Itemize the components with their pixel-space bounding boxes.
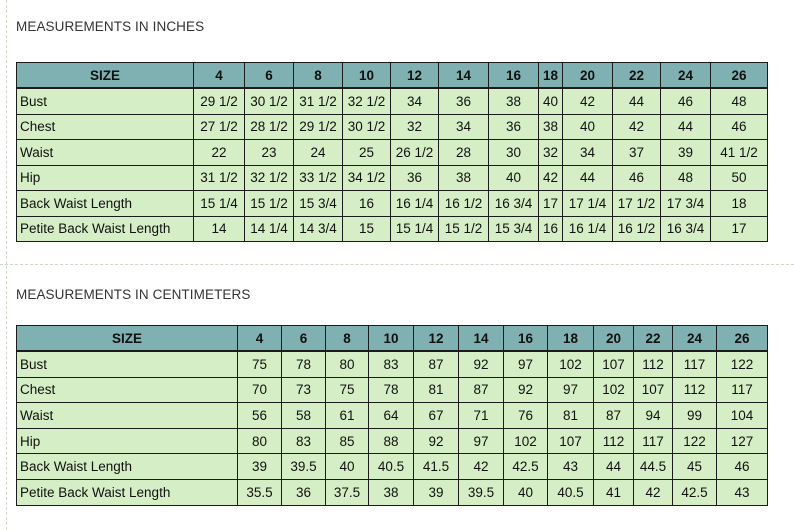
table-row (17, 216, 768, 242)
table-header-row (17, 326, 768, 352)
table-cell: 16 1/2 (613, 216, 661, 242)
table-cell: 92 (414, 428, 459, 454)
table-cell: 33 1/2 (294, 165, 343, 191)
table-cell: 97 (459, 428, 504, 454)
table-cell: 46 (711, 114, 768, 140)
size-6-header: 6 (245, 63, 294, 89)
table-cell: 107 (548, 428, 594, 454)
table-cell: 44 (613, 88, 661, 114)
table-cell: 34 (563, 140, 613, 166)
table-cell: 42 (539, 165, 563, 191)
table-cell: 80 (326, 351, 369, 377)
table-cell: 15 1/2 (245, 191, 294, 217)
size-26-header: 26 (717, 326, 768, 352)
table-cell: 41 1/2 (711, 140, 768, 166)
table-cell: 29 1/2 (294, 114, 343, 140)
table-cell: 117 (717, 377, 768, 403)
size-header: SIZE (17, 326, 238, 352)
size-12-header: 12 (391, 63, 439, 89)
table-cell: 15 1/4 (391, 216, 439, 242)
table-cell: 41 (594, 479, 634, 505)
table-cell: 102 (548, 351, 594, 377)
table-cell: 75 (238, 351, 282, 377)
size-22-header: 22 (634, 326, 673, 352)
table-cell: 40 (326, 454, 369, 480)
table-cell: 85 (326, 428, 369, 454)
table-cell: 104 (717, 403, 768, 429)
table-cell: 44 (594, 454, 634, 480)
centimeters-section-title: MEASUREMENTS IN CENTIMETERS (16, 287, 251, 302)
table-cell: 17 (711, 216, 768, 242)
table-cell: 40 (539, 88, 563, 114)
table-cell: 102 (504, 428, 548, 454)
size-8-header: 8 (294, 63, 343, 89)
table-cell: 92 (504, 377, 548, 403)
size-10-header: 10 (343, 63, 391, 89)
table-cell: 42.5 (504, 454, 548, 480)
table-cell: 127 (717, 428, 768, 454)
size-20-header: 20 (594, 326, 634, 352)
table-cell: 23 (245, 140, 294, 166)
table-cell: 29 1/2 (194, 88, 245, 114)
table-cell: 37.5 (326, 479, 369, 505)
table-cell: 78 (369, 377, 414, 403)
table-cell: 50 (711, 165, 768, 191)
table-cell: 122 (673, 428, 717, 454)
table-row (17, 403, 768, 429)
table-cell: 76 (504, 403, 548, 429)
table-cell: 39.5 (459, 479, 504, 505)
table-cell: 83 (282, 428, 326, 454)
table-cell: 61 (326, 403, 369, 429)
table-cell: 87 (459, 377, 504, 403)
table-cell: 38 (369, 479, 414, 505)
table-cell: 16 (343, 191, 391, 217)
size-header: SIZE (17, 63, 194, 89)
table-cell: 81 (414, 377, 459, 403)
size-10-header: 10 (369, 326, 414, 352)
table-cell: 112 (634, 351, 673, 377)
table-cell: 37 (613, 140, 661, 166)
table-row (17, 428, 768, 454)
size-18-header: 18 (539, 63, 563, 89)
row-label: Back Waist Length (17, 191, 194, 217)
table-cell: 17 1/2 (613, 191, 661, 217)
table-cell: 32 (539, 140, 563, 166)
table-cell: 27 1/2 (194, 114, 245, 140)
table-cell: 17 (539, 191, 563, 217)
table-cell: 97 (548, 377, 594, 403)
table-cell: 15 3/4 (294, 191, 343, 217)
table-cell: 44 (563, 165, 613, 191)
table-cell: 15 3/4 (489, 216, 539, 242)
table-cell: 17 1/4 (563, 191, 613, 217)
table-cell: 42.5 (673, 479, 717, 505)
table-cell: 16 1/4 (563, 216, 613, 242)
table-cell: 45 (673, 454, 717, 480)
table-cell: 16 3/4 (661, 216, 711, 242)
table-cell: 18 (711, 191, 768, 217)
table-cell: 30 1/2 (343, 114, 391, 140)
left-dashed-border (6, 0, 7, 530)
table-cell: 16 1/4 (391, 191, 439, 217)
table-cell: 39 (238, 454, 282, 480)
table-cell: 17 3/4 (661, 191, 711, 217)
table-cell: 38 (489, 88, 539, 114)
row-label: Chest (17, 377, 238, 403)
table-cell: 64 (369, 403, 414, 429)
table-cell: 94 (634, 403, 673, 429)
row-label: Back Waist Length (17, 454, 238, 480)
table-cell: 14 (194, 216, 245, 242)
table-cell: 39.5 (282, 454, 326, 480)
size-24-header: 24 (661, 63, 711, 89)
size-12-header: 12 (414, 326, 459, 352)
section-divider (0, 264, 794, 265)
table-cell: 88 (369, 428, 414, 454)
table-cell: 70 (238, 377, 282, 403)
table-cell: 80 (238, 428, 282, 454)
table-row (17, 377, 768, 403)
table-cell: 32 1/2 (245, 165, 294, 191)
table-cell: 39 (661, 140, 711, 166)
table-cell: 48 (711, 88, 768, 114)
table-cell: 71 (459, 403, 504, 429)
table-cell: 42 (613, 114, 661, 140)
table-row (17, 114, 768, 140)
size-14-header: 14 (439, 63, 489, 89)
table-cell: 38 (439, 165, 489, 191)
table-cell: 39 (414, 479, 459, 505)
size-18-header: 18 (548, 326, 594, 352)
table-cell: 117 (634, 428, 673, 454)
size-26-header: 26 (711, 63, 768, 89)
table-cell: 30 (489, 140, 539, 166)
table-cell: 38 (539, 114, 563, 140)
table-cell: 25 (343, 140, 391, 166)
table-cell: 34 1/2 (343, 165, 391, 191)
table-row (17, 191, 768, 217)
table-cell: 36 (282, 479, 326, 505)
table-cell: 83 (369, 351, 414, 377)
table-cell: 48 (661, 165, 711, 191)
table-cell: 56 (238, 403, 282, 429)
table-cell: 15 (343, 216, 391, 242)
table-cell: 42 (634, 479, 673, 505)
table-cell: 32 (391, 114, 439, 140)
table-cell: 58 (282, 403, 326, 429)
table-cell: 42 (563, 88, 613, 114)
table-cell: 43 (548, 454, 594, 480)
table-cell: 78 (282, 351, 326, 377)
size-24-header: 24 (673, 326, 717, 352)
table-cell: 34 (391, 88, 439, 114)
table-cell: 36 (489, 114, 539, 140)
row-label: Waist (17, 403, 238, 429)
table-cell: 30 1/2 (245, 88, 294, 114)
row-label: Bust (17, 88, 194, 114)
table-cell: 73 (282, 377, 326, 403)
table-row (17, 454, 768, 480)
table-cell: 14 1/4 (245, 216, 294, 242)
size-8-header: 8 (326, 326, 369, 352)
size-14-header: 14 (459, 326, 504, 352)
table-cell: 87 (414, 351, 459, 377)
table-cell: 16 (539, 216, 563, 242)
table-cell: 43 (717, 479, 768, 505)
table-cell: 75 (326, 377, 369, 403)
table-cell: 97 (504, 351, 548, 377)
row-label: Hip (17, 165, 194, 191)
table-cell: 36 (439, 88, 489, 114)
table-cell: 34 (439, 114, 489, 140)
table-cell: 22 (194, 140, 245, 166)
table-cell: 14 3/4 (294, 216, 343, 242)
inches-section-title: MEASUREMENTS IN INCHES (16, 19, 205, 34)
table-cell: 107 (634, 377, 673, 403)
table-cell: 40 (489, 165, 539, 191)
table-cell: 32 1/2 (343, 88, 391, 114)
table-cell: 24 (294, 140, 343, 166)
table-cell: 92 (459, 351, 504, 377)
table-cell: 117 (673, 351, 717, 377)
row-label: Petite Back Waist Length (17, 216, 194, 242)
table-cell: 67 (414, 403, 459, 429)
table-cell: 112 (673, 377, 717, 403)
table-cell: 40 (504, 479, 548, 505)
size-6-header: 6 (282, 326, 326, 352)
table-cell: 16 1/2 (439, 191, 489, 217)
table-cell: 31 1/2 (194, 165, 245, 191)
table-row (17, 351, 768, 377)
table-cell: 46 (717, 454, 768, 480)
row-label: Petite Back Waist Length (17, 479, 238, 505)
table-cell: 40 (563, 114, 613, 140)
table-cell: 44.5 (634, 454, 673, 480)
table-cell: 122 (717, 351, 768, 377)
row-label: Chest (17, 114, 194, 140)
table-cell: 99 (673, 403, 717, 429)
centimeters-size-table (16, 325, 768, 506)
table-cell: 46 (661, 88, 711, 114)
inches-size-table (16, 62, 768, 242)
table-cell: 40.5 (548, 479, 594, 505)
table-row (17, 479, 768, 505)
table-cell: 112 (594, 428, 634, 454)
table-cell: 15 1/4 (194, 191, 245, 217)
table-cell: 36 (391, 165, 439, 191)
table-cell: 87 (594, 403, 634, 429)
table-cell: 81 (548, 403, 594, 429)
table-cell: 28 (439, 140, 489, 166)
table-cell: 15 1/2 (439, 216, 489, 242)
table-row (17, 88, 768, 114)
table-cell: 28 1/2 (245, 114, 294, 140)
table-header-row (17, 63, 768, 89)
size-4-header: 4 (194, 63, 245, 89)
size-16-header: 16 (489, 63, 539, 89)
table-cell: 42 (459, 454, 504, 480)
size-22-header: 22 (613, 63, 661, 89)
table-row (17, 140, 768, 166)
table-cell: 35.5 (238, 479, 282, 505)
table-cell: 26 1/2 (391, 140, 439, 166)
table-cell: 102 (594, 377, 634, 403)
size-20-header: 20 (563, 63, 613, 89)
table-cell: 44 (661, 114, 711, 140)
size-16-header: 16 (504, 326, 548, 352)
table-cell: 41.5 (414, 454, 459, 480)
table-cell: 16 3/4 (489, 191, 539, 217)
row-label: Bust (17, 351, 238, 377)
table-cell: 40.5 (369, 454, 414, 480)
table-row (17, 165, 768, 191)
table-cell: 107 (594, 351, 634, 377)
size-4-header: 4 (238, 326, 282, 352)
table-cell: 31 1/2 (294, 88, 343, 114)
table-cell: 46 (613, 165, 661, 191)
row-label: Hip (17, 428, 238, 454)
row-label: Waist (17, 140, 194, 166)
